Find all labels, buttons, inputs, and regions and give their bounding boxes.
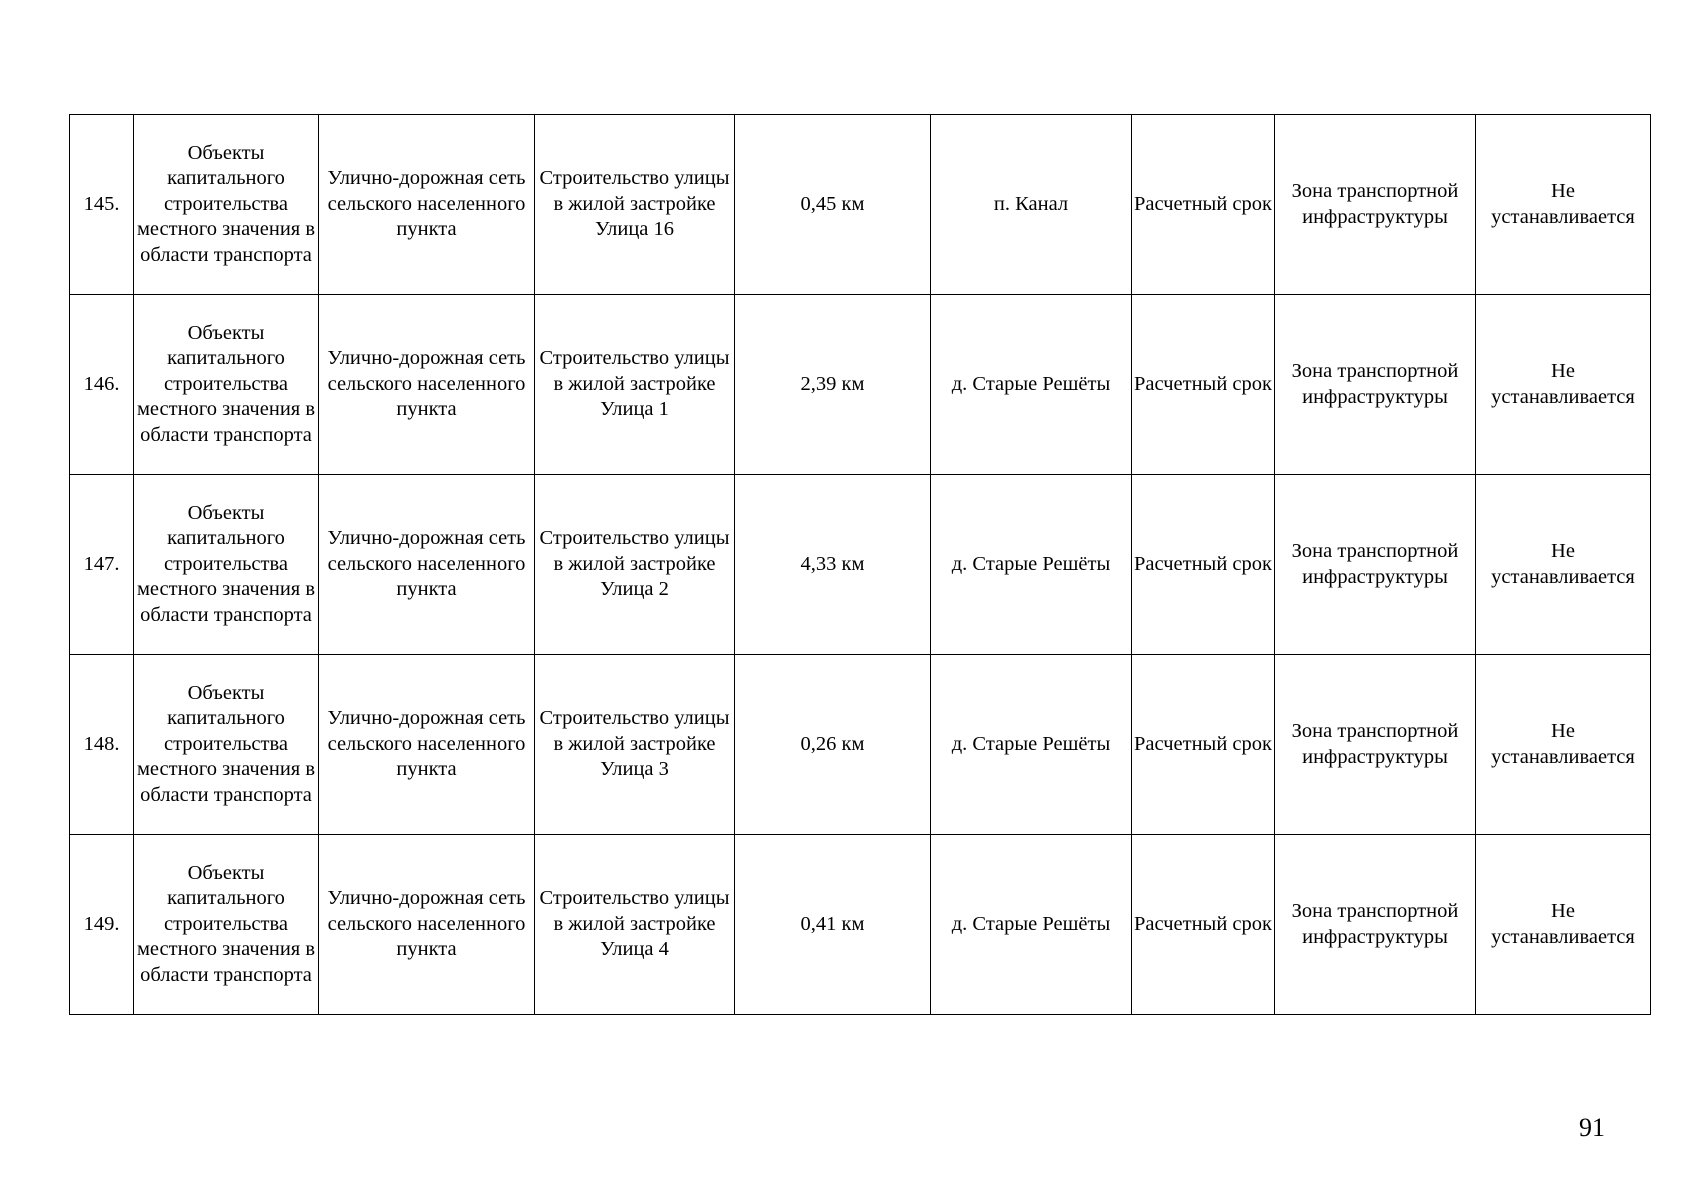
table-row — [70, 295, 1651, 475]
object-length: 4,33 км — [735, 475, 931, 655]
functional-zone: Зона транспортной инфраструктуры — [1275, 475, 1476, 655]
row-number: 149. — [70, 835, 134, 1015]
object-category: Объекты капитального строительства местного значения в области транспорта — [134, 295, 319, 475]
row-number: 147. — [70, 475, 134, 655]
table-row — [70, 475, 1651, 655]
object-type: Улично-дорожная сеть сельского населенного пункта — [319, 115, 535, 295]
object-description: Строительство улицы в жилой застройке Улица 16 — [535, 115, 735, 295]
table-row — [70, 655, 1651, 835]
object-category: Объекты капитального строительства местного значения в области транспорта — [134, 475, 319, 655]
functional-zone: Зона транспортной инфраструктуры — [1275, 835, 1476, 1015]
object-location: п. Канал — [931, 115, 1132, 295]
object-description: Строительство улицы в жилой застройке Улица 2 — [535, 475, 735, 655]
object-description: Строительство улицы в жилой застройке Улица 3 — [535, 655, 735, 835]
object-type: Улично-дорожная сеть сельского населенного пункта — [319, 655, 535, 835]
object-length: 0,45 км — [735, 115, 931, 295]
table-row — [70, 835, 1651, 1015]
object-description: Строительство улицы в жилой застройке Улица 1 — [535, 295, 735, 475]
object-category: Объекты капитального строительства местного значения в области транспорта — [134, 655, 319, 835]
implementation-term: Расчетный срок — [1132, 835, 1275, 1015]
object-category: Объекты капитального строительства местного значения в области транспорта — [134, 835, 319, 1015]
restriction-zone: Не устанавливается — [1476, 475, 1651, 655]
row-number: 145. — [70, 115, 134, 295]
restriction-zone: Не устанавливается — [1476, 655, 1651, 835]
object-type: Улично-дорожная сеть сельского населенного пункта — [319, 295, 535, 475]
implementation-term: Расчетный срок — [1132, 475, 1275, 655]
functional-zone: Зона транспортной инфраструктуры — [1275, 655, 1476, 835]
object-location: д. Старые Решёты — [931, 295, 1132, 475]
object-description: Строительство улицы в жилой застройке Улица 4 — [535, 835, 735, 1015]
row-number: 146. — [70, 295, 134, 475]
restriction-zone: Не устанавливается — [1476, 115, 1651, 295]
restriction-zone: Не устанавливается — [1476, 835, 1651, 1015]
object-location: д. Старые Решёты — [931, 475, 1132, 655]
object-length: 0,26 км — [735, 655, 931, 835]
object-category: Объекты капитального строительства местного значения в области транспорта — [134, 115, 319, 295]
implementation-term: Расчетный срок — [1132, 115, 1275, 295]
row-number: 148. — [70, 655, 134, 835]
functional-zone: Зона транспортной инфраструктуры — [1275, 295, 1476, 475]
implementation-term: Расчетный срок — [1132, 295, 1275, 475]
objects-table — [69, 114, 1651, 1015]
object-length: 2,39 км — [735, 295, 931, 475]
implementation-term: Расчетный срок — [1132, 655, 1275, 835]
object-type: Улично-дорожная сеть сельского населенного пункта — [319, 835, 535, 1015]
table-row — [70, 115, 1651, 295]
page-number: 91 — [1579, 1113, 1605, 1142]
object-type: Улично-дорожная сеть сельского населенного пункта — [319, 475, 535, 655]
object-location: д. Старые Решёты — [931, 835, 1132, 1015]
object-length: 0,41 км — [735, 835, 931, 1015]
object-location: д. Старые Решёты — [931, 655, 1132, 835]
restriction-zone: Не устанавливается — [1476, 295, 1651, 475]
functional-zone: Зона транспортной инфраструктуры — [1275, 115, 1476, 295]
